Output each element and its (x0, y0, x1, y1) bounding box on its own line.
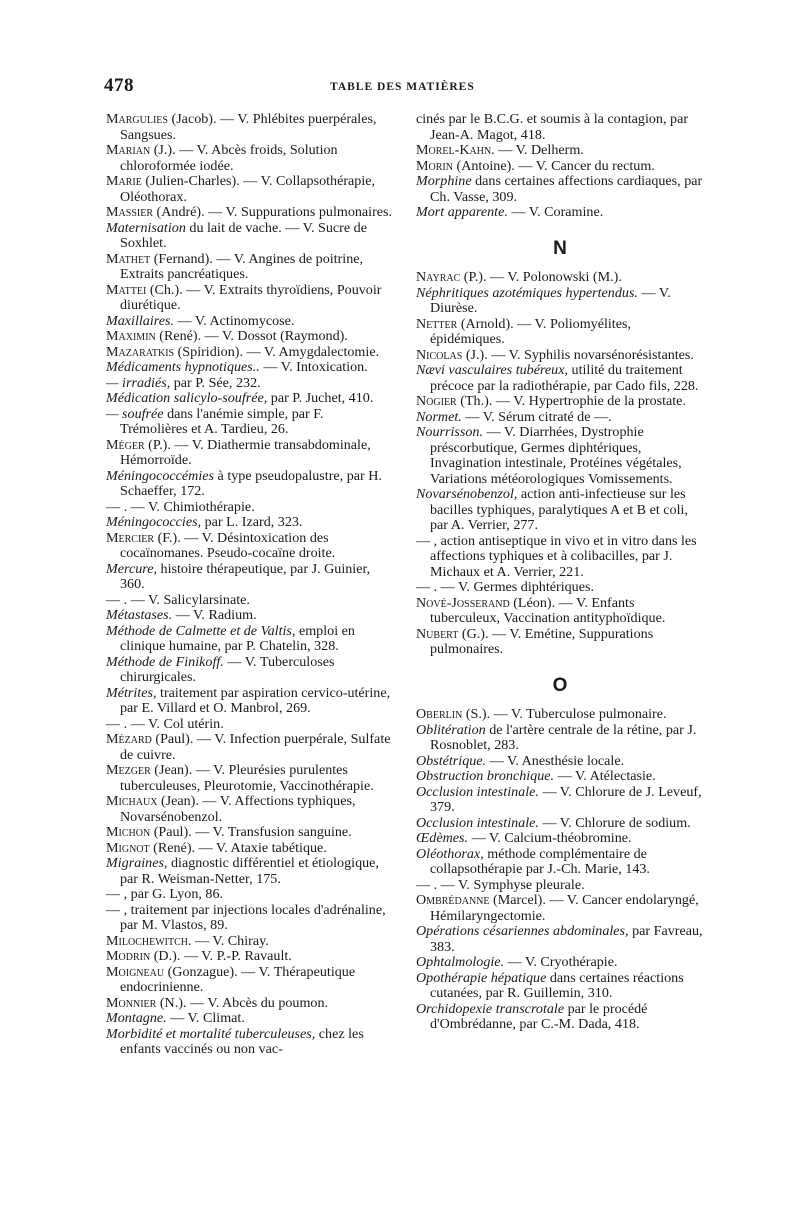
entry-text: dans certaines réactions cutanées, par R. Guillemin, 310. (430, 969, 684, 1001)
index-entry (416, 286, 704, 317)
index-entry (416, 816, 704, 832)
entry-text: (Arnold). — V. Poliomyélites, épidémiques. (430, 315, 631, 347)
entry-heading: Morin (416, 157, 453, 174)
entry-text: — V. Climat. (166, 1010, 245, 1026)
entry-heading: Novarsénobenzol, (416, 486, 518, 502)
entry-heading: Nicolas (416, 346, 463, 363)
right-column-m-continued (416, 112, 704, 221)
entry-heading: — . — (106, 715, 145, 732)
entry-text: emploi en clinique humaine, par P. Chatelin, 328. (120, 622, 355, 654)
index-entry (106, 1011, 394, 1027)
entry-heading: Mercier (106, 529, 155, 546)
entry-heading: Maxillaires. (106, 312, 174, 329)
index-entry (106, 608, 394, 624)
index-entry (106, 360, 394, 376)
index-entry (416, 769, 704, 785)
index-entry (416, 270, 704, 286)
index-entry (106, 221, 394, 252)
entry-text: (Jean). — V. Affections typhiques, Novarsénobenzol. (120, 793, 356, 825)
entry-text: par Favreau, 383. (430, 923, 703, 955)
entry-text: — V. Chlorure de J. Leveuf, 379. (430, 783, 702, 815)
entry-heading: Obstétrique. (416, 752, 487, 769)
index-entry (416, 394, 704, 410)
entry-text: par P. Juchet, 410. (267, 390, 374, 406)
entry-heading: Mathet (106, 250, 151, 267)
entry-text: (Jacob). — V. Phlébites puerpérales, Sangsues. (120, 111, 377, 143)
entry-text: (Spiridion). — V. Amygdalectomie. (174, 343, 380, 360)
entry-text: diagnostic différentiel et étiologique, par R. Weisman-Netter, 175. (120, 855, 379, 887)
index-entry (416, 348, 704, 364)
entry-text: chez les enfants vaccinés ou non vac- (120, 1025, 364, 1057)
index-entry (106, 329, 394, 345)
index-entry (106, 841, 394, 857)
index-entry (416, 924, 704, 955)
entry-text: cinés par le B.C.G. et soumis à la contagion, par Jean-A. Magot, 418. (416, 111, 689, 143)
entry-heading: Michon (106, 824, 151, 840)
entry-heading: Oberlin (416, 706, 463, 722)
index-entry (106, 593, 394, 609)
entry-heading: — . — (106, 498, 145, 515)
entry-text: (Marcel). — V. Cancer endolaryngé, Hémilaryngectomie. (430, 892, 699, 924)
index-entry (416, 363, 704, 394)
entry-text: par L. Izard, 323. (201, 514, 303, 530)
entry-text: (Th.). — V. Hypertrophie de la prostate. (456, 393, 686, 409)
page-header (104, 75, 704, 99)
entry-text: action anti-infectieuse sur les bacilles typhiques, paralytiques A et B et coli, par A. Verrier, 277. (430, 486, 688, 533)
entry-text: (Jean). — V. Pleurésies purulentes tuberculeuses, Pleurotomie, Vaccinothérapie. (120, 762, 374, 794)
entry-heading: Opérations césariennes abdominales, (416, 923, 629, 939)
entry-heading: Nayrac (416, 269, 461, 285)
index-entry (416, 534, 704, 581)
entry-heading: Métrites, (106, 684, 157, 701)
entry-heading: Mort apparente. (416, 204, 508, 220)
entry-text: — V. Cryothérapie. (504, 954, 618, 970)
index-entry (416, 955, 704, 971)
index-entry (106, 143, 394, 174)
entry-text: (Antoine). — V. Cancer du rectum. (452, 157, 655, 174)
entry-heading: Nubert (416, 625, 459, 642)
entry-text: (Julien-Charles). — V. Collapsothérapie, Oléothorax. (120, 173, 376, 205)
index-entry (416, 847, 704, 878)
index-entry (416, 410, 704, 426)
entry-heading: Méningococcies, (106, 514, 202, 530)
entry-text: par G. Lyon, 86. (127, 886, 224, 902)
index-entry (106, 825, 394, 841)
entry-heading: Méthode de Finikoff. (106, 653, 224, 670)
entry-text: du lait de vache. — V. Sucre de Soxhlet. (120, 219, 367, 251)
section-letter-n: N (553, 237, 567, 259)
entry-heading: Nogier (416, 393, 457, 409)
entry-text: (René). — V. Ataxie tabétique. (149, 839, 327, 856)
entry-text: — V. Coramine. (507, 204, 604, 220)
entry-text: (J.). — V. Abcès froids, Solution chloroformée iodée. (120, 142, 338, 174)
entry-text: V. Chimiothérapie. (144, 498, 255, 515)
index-entry (106, 407, 394, 438)
entry-text: dans certaines affections cardiaques, par Ch. Vasse, 309. (430, 173, 703, 205)
index-entry (106, 717, 394, 733)
left-column (106, 112, 394, 1058)
index-entry (106, 655, 394, 686)
index-entry (416, 487, 704, 534)
entry-text: V. Germes diphtériques. (454, 579, 594, 595)
entry-text: (René). — V. Dossot (Raymond). (155, 328, 348, 344)
entry-heading: Morphine (416, 173, 472, 189)
index-entry (106, 562, 394, 593)
index-entry (416, 174, 704, 205)
section-letter-o: O (552, 674, 568, 696)
entry-heading: Oblitération (416, 721, 486, 738)
entry-heading: Morbidité et mortalité tuberculeuses, (106, 1025, 316, 1042)
entry-text: V. Symphyse pleurale. (454, 876, 585, 893)
entry-text: action antiseptique in vivo et in vitro dans les affections typhiques et à colibacilles, par J. Michaux et A. Verrier, 221. (430, 532, 697, 580)
entry-text: V. Col utérin. (144, 715, 224, 732)
entry-heading: Marie (106, 173, 142, 189)
entry-text: (André). — V. Suppurations pulmonaires. (153, 204, 393, 220)
entry-text: — V. Calcium-théobromine. (468, 830, 632, 846)
entry-text: (P.). — V. Diathermie transabdominale, Hémorroïde. (120, 436, 371, 468)
entry-heading: Morel-Kahn. (416, 142, 495, 158)
entry-text: (Fernand). — V. Angines de poitrine, Extraits pancréatiques. (120, 250, 364, 282)
entry-text: (P.). — V. Polonowski (M.). (460, 269, 622, 285)
index-entry (106, 996, 394, 1012)
entry-text: (G.). — V. Emétine, Suppurations pulmonaires. (430, 625, 654, 657)
entry-text: — V. Diarrhées, Dystrophie préscorbutique, Germes diphtériques, Invagination intestinale, Protéines végétales, Variations météorologiques Vomissements. (430, 424, 682, 487)
entry-heading: Mézard (106, 731, 152, 747)
entry-heading: — , (106, 901, 128, 918)
entry-text: V. Salicylarsinate. (144, 591, 250, 608)
index-entry (416, 596, 704, 627)
entry-heading: Nové-Josserand (416, 594, 510, 611)
entry-heading: Mezger (106, 762, 151, 778)
entry-heading: Médication salicylo-soufrée, (106, 390, 268, 406)
entry-text: (Gonzague). — V. Thérapeutique endocrinienne. (120, 963, 356, 995)
entry-text: traitement par aspiration cervico-utérine, par E. Villard et O. Manbrol, 269. (120, 684, 391, 716)
entry-heading: Mattei (106, 281, 147, 298)
entry-text: — V. Tuberculoses chirurgicales. (120, 653, 335, 685)
entry-heading: Occlusion intestinale. (416, 814, 539, 831)
entry-heading: Marian (106, 142, 151, 158)
entry-heading: Méthode de Calmette et de Valtis, (106, 622, 296, 639)
entry-heading: Maximin (106, 328, 156, 344)
index-entry (106, 515, 394, 531)
index-entry (106, 949, 394, 965)
entry-heading: — irradiés, (106, 374, 171, 391)
index-entry (106, 500, 394, 516)
entry-heading: Mercure, (106, 560, 157, 577)
entry-heading: Margulies (106, 111, 168, 127)
entry-text: de l'artère centrale de la rétine, par J. Rosnoblet, 283. (430, 721, 697, 753)
entry-text: (F.). — V. Désintoxication des cocaïnomanes. Pseudo-cocaïne droite. (120, 529, 336, 561)
entry-heading: Nævi vasculaires tubéreux, (416, 362, 568, 378)
entry-text: (Ch.). — V. Extraits thyroïdiens, Pouvoir diurétique. (120, 281, 382, 313)
entry-text: — V. Chiray. (191, 932, 269, 949)
entry-heading: Maternisation (106, 219, 186, 236)
entry-text: — V. Intoxication. (259, 359, 368, 375)
entry-heading: Orchidopexie transcrotale (416, 1000, 565, 1017)
index-entry (416, 159, 704, 175)
entry-heading: Montagne. (106, 1010, 167, 1026)
right-column (416, 112, 704, 1033)
entry-heading: Œdèmes. (416, 830, 469, 846)
index-entry (416, 754, 704, 770)
entry-heading: — , (106, 886, 128, 902)
entry-text: (Paul). — V. Infection puerpérale, Sulfate de cuivre. (120, 731, 391, 763)
right-column-o-entries (416, 707, 704, 1033)
entry-heading: Obstruction bronchique. (416, 768, 555, 784)
entry-heading: Opothérapie hépatique (416, 969, 547, 986)
index-entry (106, 686, 394, 717)
index-entry (416, 971, 704, 1002)
entry-heading: Méger (106, 436, 145, 453)
entry-heading: Ophtalmologie. (416, 954, 505, 970)
index-entry (106, 252, 394, 283)
entry-heading: Monnier (106, 994, 157, 1011)
index-entry (106, 934, 394, 950)
entry-heading: Mazaratkis (106, 343, 175, 360)
index-entry (416, 317, 704, 348)
entry-text: (Léon). — V. Enfants tuberculeux, Vaccination antityphoïdique. (430, 594, 666, 626)
entry-heading: Normet. (416, 408, 462, 425)
entry-text: méthode complémentaire de collapsothérapie par J.-Ch. Marie, 143. (430, 845, 650, 877)
entry-text: — V. Delherm. (494, 142, 584, 158)
entry-heading: Ombrédanne (416, 892, 490, 908)
entry-heading: Mignot (106, 839, 150, 856)
index-entry (106, 531, 394, 562)
entry-text: — V. Diurèse. (430, 284, 671, 316)
index-entry (416, 112, 704, 143)
index-entry (416, 205, 704, 221)
index-entry (416, 893, 704, 924)
index-entry (106, 391, 394, 407)
entry-heading: Occlusion intestinale. (416, 783, 539, 800)
index-entry (416, 1002, 704, 1033)
index-entry (416, 831, 704, 847)
entry-text: — V. Atélectasie. (554, 768, 656, 784)
entry-heading: — . — (416, 876, 455, 893)
entry-text: utilité du traitement précoce par la radiothérapie, par Cado fils, 228. (430, 362, 699, 394)
entry-text: (Paul). — V. Transfusion sanguine. (150, 824, 352, 840)
entry-text: traitement par injections locales d'adrénaline, par M. Vlastos, 89. (120, 901, 386, 933)
entry-heading: — . — (416, 579, 455, 595)
entry-text: — V. Chlorure de sodium. (538, 814, 691, 831)
entry-heading: Migraines, (106, 855, 168, 871)
entry-text: par le procédé d'Ombrédanne, par C.-M. Dada, 418. (430, 1000, 648, 1032)
index-entry (106, 624, 394, 655)
index-entry (106, 903, 394, 934)
right-column-n-entries (416, 270, 704, 658)
entry-heading: Modrin (106, 948, 151, 964)
entry-text: — V. Anesthésie locale. (486, 752, 625, 769)
entry-heading: — soufrée (106, 405, 164, 422)
entry-heading: Massier (106, 204, 153, 220)
index-entry (106, 345, 394, 361)
entry-heading: Moigneau (106, 963, 165, 980)
running-title: TABLE DES MATIÈRES (330, 81, 475, 93)
entry-text: — V. Actinomycose. (173, 312, 295, 329)
entry-text: histoire thérapeutique, par J. Guinier, 360. (120, 560, 371, 592)
entry-heading: Netter (416, 315, 458, 332)
entry-heading: Michaux (106, 793, 158, 809)
index-entry (416, 425, 704, 487)
entry-text: (J.). — V. Syphilis novarsénorésistantes. (462, 346, 694, 363)
entry-text: — V. Radium. (172, 607, 257, 623)
index-entry (106, 112, 394, 143)
index-entry (106, 856, 394, 887)
entry-text: (D.). — V. P.-P. Ravault. (150, 948, 292, 964)
index-entry (416, 707, 704, 723)
index-entry (416, 627, 704, 658)
entry-heading: Nourrisson. (416, 424, 483, 440)
index-entry (416, 143, 704, 159)
entry-text: (S.). — V. Tuberculose pulmonaire. (462, 706, 667, 722)
index-entry (106, 438, 394, 469)
entry-text: (N.). — V. Abcès du poumon. (156, 994, 329, 1011)
index-entry (106, 376, 394, 392)
entry-heading: Milochewitch. (106, 932, 192, 949)
entry-text: dans l'anémie simple, par F. Trémolières et A. Tardieu, 26. (120, 405, 324, 437)
index-entry (416, 580, 704, 596)
entry-heading: Médicaments hypnotiques.. (106, 359, 260, 375)
index-entry (416, 878, 704, 894)
entry-heading: Métastases. (106, 607, 173, 623)
entry-heading: Néphritiques azotémiques hypertendus. (416, 284, 638, 301)
index-entry (416, 785, 704, 816)
entry-heading: Oléothorax, (416, 845, 484, 862)
index-entry (416, 723, 704, 754)
index-entry (106, 174, 394, 205)
index-entry (106, 314, 394, 330)
index-entry (106, 794, 394, 825)
index-entry (106, 763, 394, 794)
entry-heading: — . — (106, 591, 145, 608)
index-entry (106, 469, 394, 500)
entry-text: à type pseudopalustre, par H. Schaeffer, 172. (120, 467, 382, 499)
entry-text: — V. Sérum citraté de —. (461, 408, 612, 425)
index-entry (106, 965, 394, 996)
entry-heading: Méningococcémies (106, 467, 215, 484)
entry-heading: — , (416, 532, 438, 549)
index-entry (106, 887, 394, 903)
entry-text: par P. Sée, 232. (170, 374, 261, 391)
page-number: 478 (104, 75, 134, 96)
index-entry (106, 205, 394, 221)
index-entry (106, 732, 394, 763)
index-entry (106, 1027, 394, 1058)
index-entry (106, 283, 394, 314)
